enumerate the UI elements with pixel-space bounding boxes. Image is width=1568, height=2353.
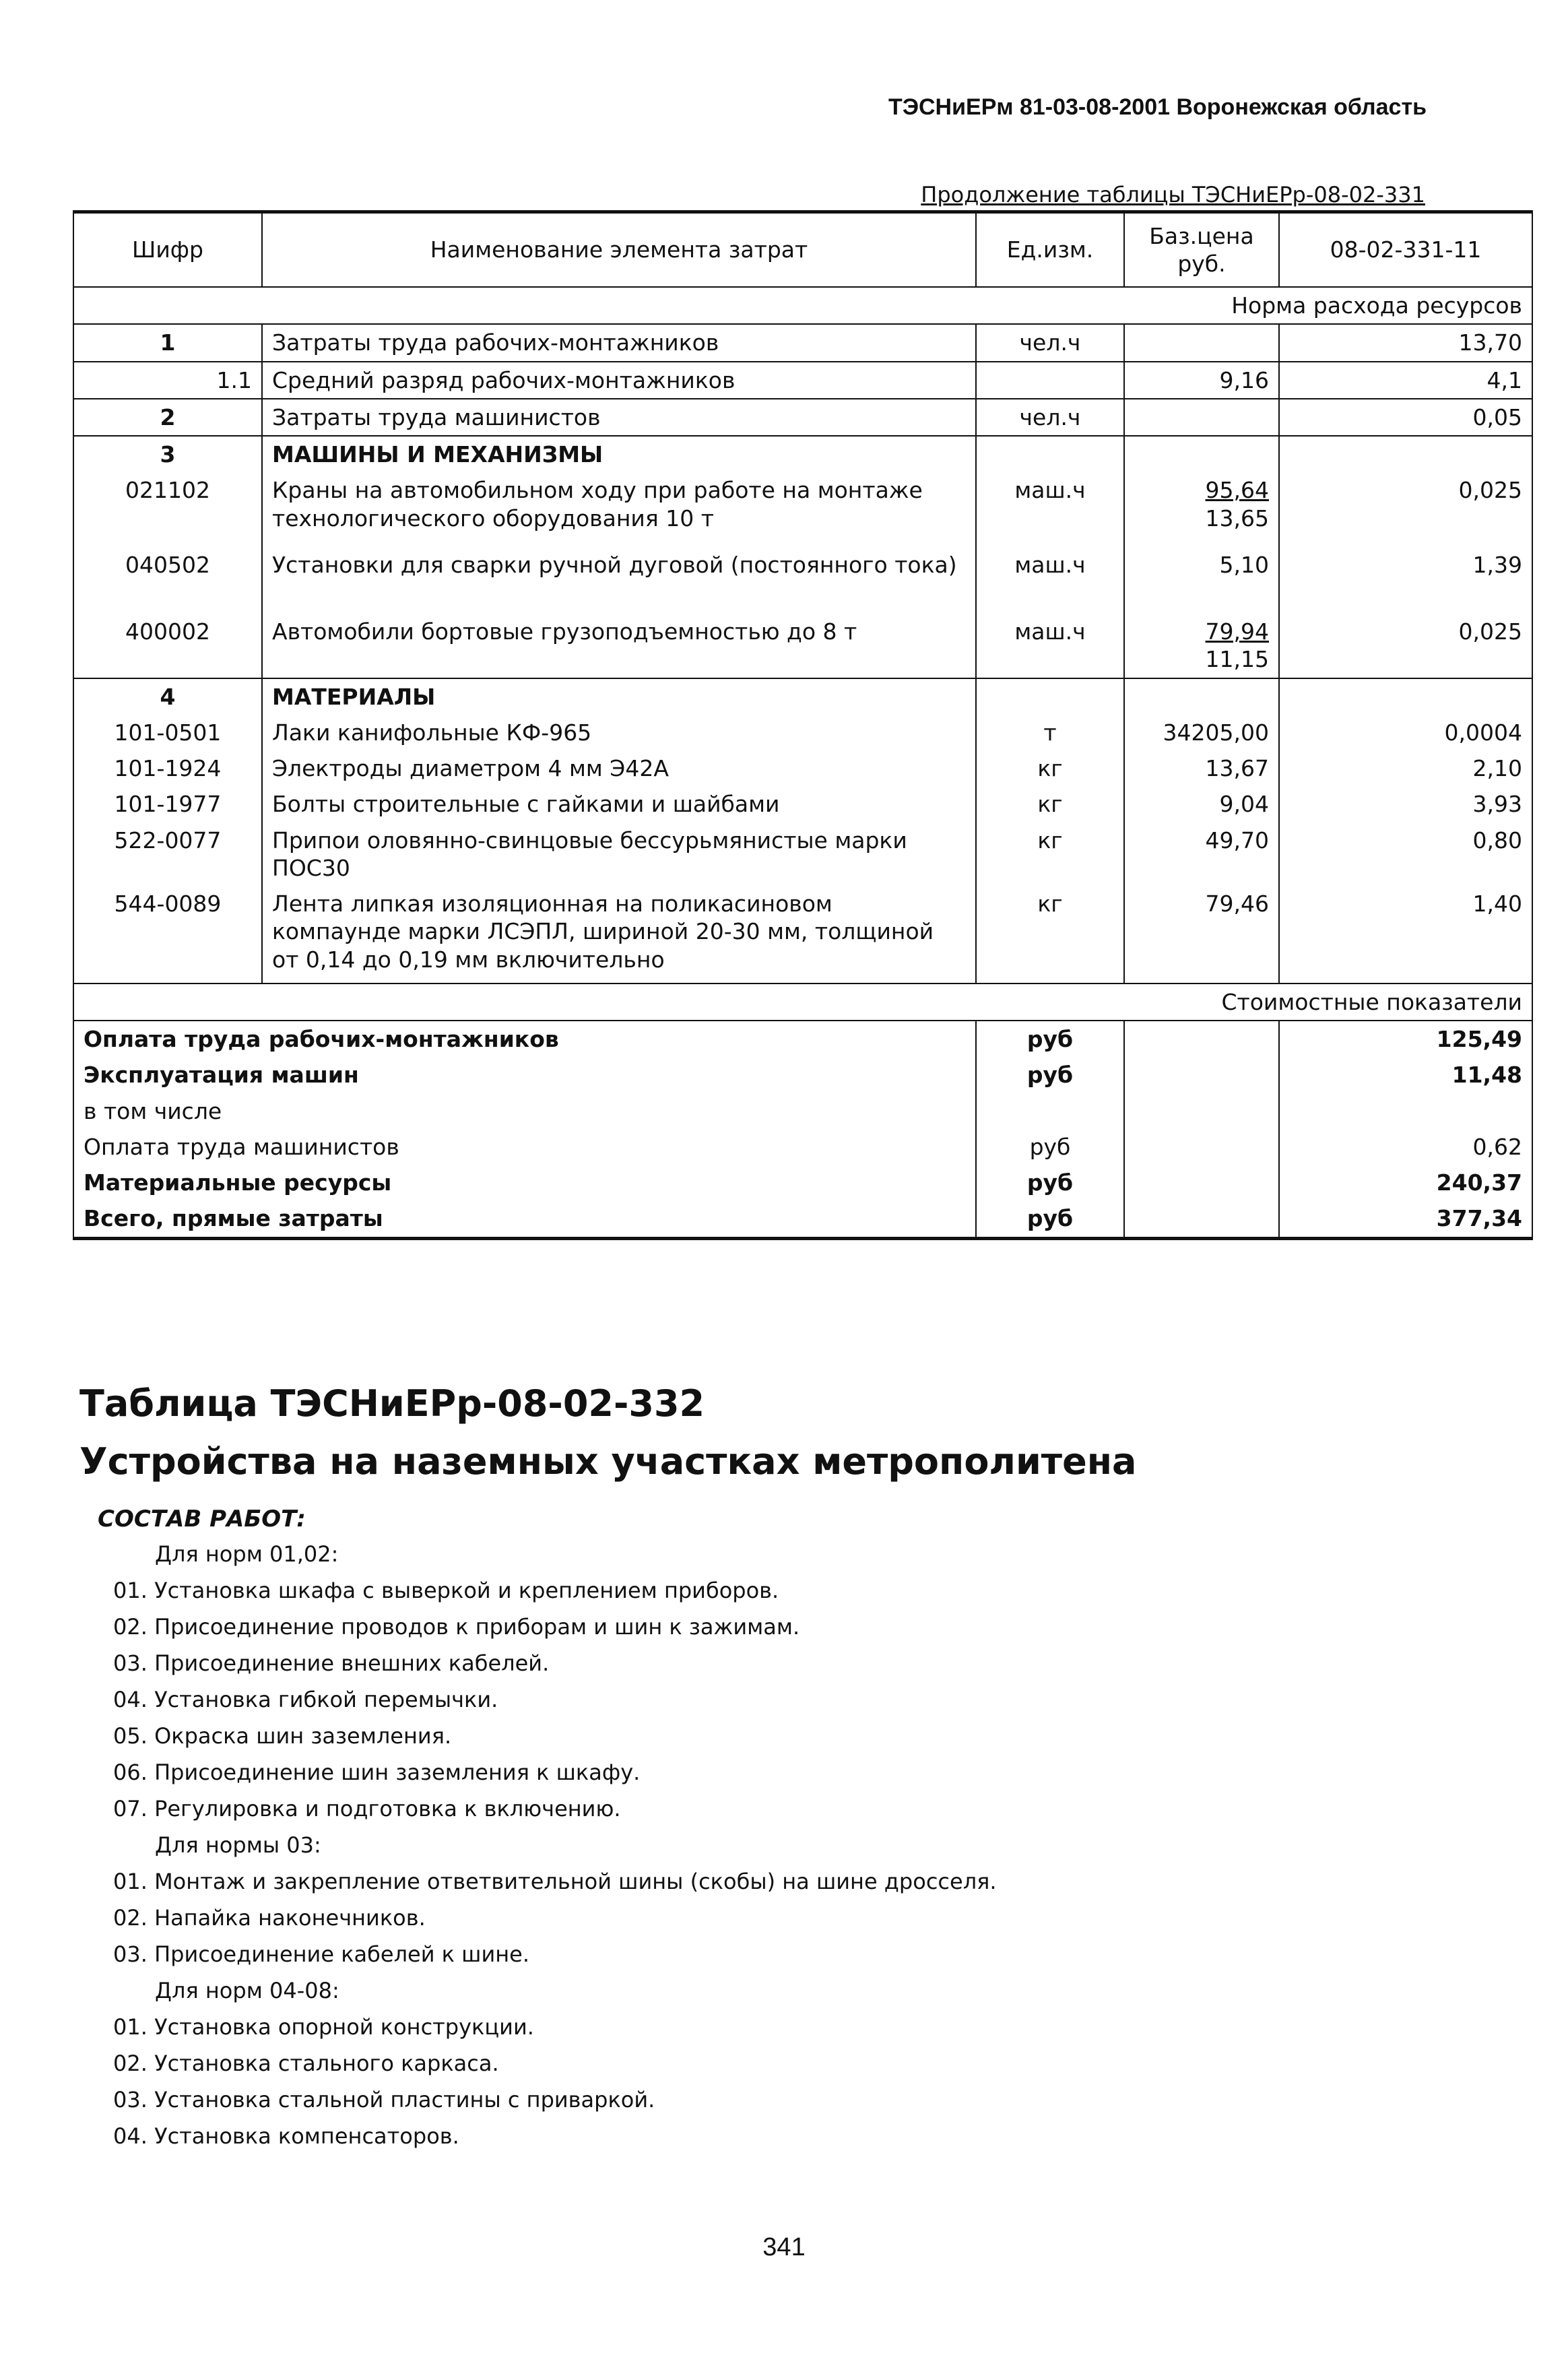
- summary-row-total: Всего, прямые затраты руб 377,34: [73, 1200, 1532, 1238]
- list-group-label: Для норм 04-08:: [155, 1978, 339, 2003]
- table-row: 522-0077 Припои оловянно-свинцовые бессурьмянистые марки ПОС30 кг 49,70 0,80: [73, 823, 1532, 887]
- summary-row: Оплата труда рабочих-монтажников руб 125,49: [73, 1021, 1532, 1057]
- resource-table: [73, 210, 1533, 1240]
- table-row: 101-0501 Лаки канифольные КФ-965 т 34205,00 0,0004: [73, 715, 1532, 750]
- list-item: 01. Установка опорной конструкции.: [113, 2014, 534, 2040]
- summary-row: в том числе: [73, 1093, 1532, 1129]
- summary-row: Материальные ресурсы руб 240,37: [73, 1165, 1532, 1200]
- continuation-caption-text: Продолжение таблицы ТЭСНиЕРр-08-02-331: [921, 182, 1425, 207]
- list-group-label: Для норм 01,02:: [155, 1541, 339, 1567]
- list-item: 01. Установка шкафа с выверкой и креплением приборов.: [113, 1578, 779, 1603]
- list-item: 02. Установка стального каркаса.: [113, 2051, 499, 2076]
- page-number: 341: [762, 2233, 806, 2261]
- col-price: Баз.цена руб.: [1124, 212, 1279, 288]
- list-item: 05. Окраска шин заземления.: [113, 1723, 452, 1749]
- table-row: 1.1 Средний разряд рабочих-монтажников 9,16 4,1: [73, 362, 1532, 399]
- col-code: Шифр: [73, 212, 262, 288]
- work-composition-list: [113, 1536, 997, 2154]
- continuation-caption: [921, 182, 1425, 207]
- col-name: Наименование элемента затрат: [262, 212, 976, 288]
- list-item: 04. Установка гибкой перемычки.: [113, 1687, 498, 1712]
- section-title: Таблица ТЭСНиЕРр-08-02-332: [79, 1382, 705, 1425]
- table-row: 544-0089 Лента липкая изоляционная на поликасиновом компаунде марки ЛСЭПЛ, шириной 20-30 мм, толщиной от 0,14 до 0,19 мм включительно кг 79,46 1,40: [73, 886, 1532, 984]
- list-item: 01. Монтаж и закрепление ответвительной шины (скобы) на шине дросселя.: [113, 1869, 997, 1894]
- table-row: 101-1924 Электроды диаметром 4 мм Э42А кг 13,67 2,10: [73, 750, 1532, 786]
- table-row: 040502 Установки для сварки ручной дуговой (постоянного тока) маш.ч 5,10 1,39: [73, 536, 1532, 583]
- table-row: 1 Затраты труда рабочих-монтажников чел.ч 13,70: [73, 324, 1532, 361]
- table-row-section: 3 МАШИНЫ И МЕХАНИЗМЫ: [73, 436, 1532, 472]
- cost-header: Стоимостные показатели: [73, 984, 1532, 1021]
- section-subtitle: Устройства на наземных участках метрополитена: [79, 1440, 1137, 1483]
- norm-header: Норма расхода ресурсов: [73, 287, 1532, 324]
- list-item: 03. Установка стальной пластины с приваркой.: [113, 2087, 655, 2113]
- list-item: 02. Присоединение проводов к приборам и шин к зажимам.: [113, 1614, 800, 1640]
- summary-row: Оплата труда машинистов руб 0,62: [73, 1129, 1532, 1165]
- table-row: 400002 Автомобили бортовые грузоподъемностью до 8 т маш.ч 79,94 11,15 0,025: [73, 583, 1532, 678]
- table-row: 021102 Краны на автомобильном ходу при работе на монтаже технологического оборудования 10 т маш.ч 95,64 13,65 0,025: [73, 472, 1532, 536]
- table-row: 101-1977 Болты строительные с гайками и шайбами кг 9,04 3,93: [73, 786, 1532, 822]
- list-group-label: Для нормы 03:: [155, 1832, 321, 1858]
- summary-row: Эксплуатация машин руб 11,48: [73, 1057, 1532, 1093]
- table-row-section: 4 МАТЕРИАЛЫ: [73, 678, 1532, 715]
- composition-label: СОСТАВ РАБОТ:: [98, 1506, 306, 1533]
- list-item: 04. Установка компенсаторов.: [113, 2123, 459, 2149]
- table-row: 2 Затраты труда машинистов чел.ч 0,05: [73, 399, 1532, 436]
- list-item: 03. Присоединение кабелей к шине.: [113, 1941, 530, 1967]
- col-unit: Ед.изм.: [976, 212, 1124, 288]
- list-item: 03. Присоединение внешних кабелей.: [113, 1650, 550, 1676]
- page-header: ТЭСНиЕРм 81-03-08-2001 Воронежская область: [888, 94, 1427, 120]
- list-item: 07. Регулировка и подготовка к включению.: [113, 1796, 621, 1822]
- list-item: 02. Напайка наконечников.: [113, 1905, 426, 1931]
- col-norm: 08-02-331-11: [1279, 212, 1532, 288]
- list-item: 06. Присоединение шин заземления к шкафу.: [113, 1760, 641, 1785]
